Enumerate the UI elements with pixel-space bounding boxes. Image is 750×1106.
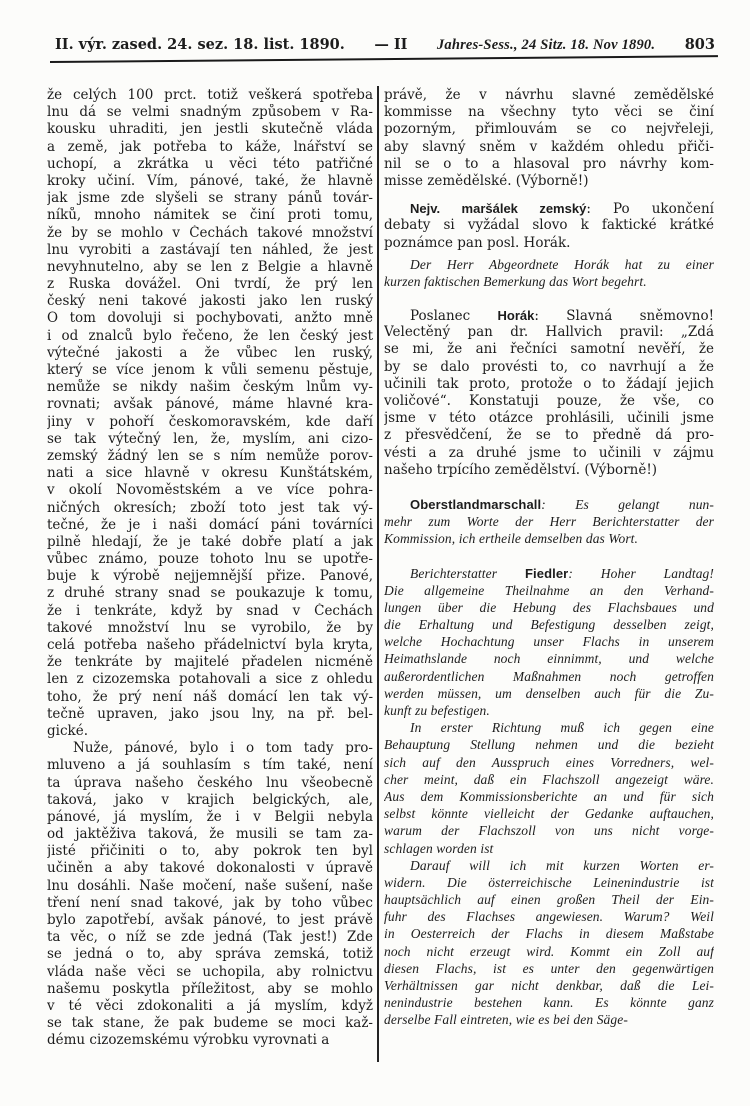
text-line: widern. Die österreichische Leinenindustrie ist <box>384 874 714 890</box>
text-line: nenindustrie bestehen kann. Es könnte ganz <box>384 995 714 1011</box>
speaker-name: Nejv. maršálek zemský <box>410 201 587 217</box>
paragraph <box>384 719 714 857</box>
text-line: kroky učiní. Vím, pánové, také, že hlavně <box>47 172 373 189</box>
text-line: a země, jak potřeba to káže, lnářství se <box>47 138 373 155</box>
paragraph <box>384 256 714 290</box>
text-line: taková, jako v krajich belgických, ale, <box>47 791 373 808</box>
text-line: kurzen faktischen Bemerkung das Wort begehrt. <box>384 273 647 289</box>
text-line: že tenkráte by majitelé přadelen nicméně <box>47 654 373 671</box>
text-line: že by se mohlo v Čechách takové množství <box>47 224 373 241</box>
text-line: lnu dosáhli. Naše močení, naše sušení, naše <box>47 877 373 894</box>
speaker-name: Fiedler <box>524 565 569 581</box>
text-line: Nuže, pánové, bylo i o tom tady pro- <box>73 740 373 757</box>
text-segment: : Hoher Landtag! <box>568 565 714 581</box>
text-line: lnu vyrobiti a zastávají ten náhled, že jest <box>47 241 373 258</box>
text-line: rovnati; avšak pánové, máme hlavné kra- <box>47 396 373 413</box>
text-line: bylo zapotřebí, avšak pánové, to jest právě <box>47 912 373 928</box>
text-line: učinili tak proto, protože o to žádají jejich <box>384 375 714 392</box>
text-line: uchopí, a zkrátka u věci této patřičné <box>47 155 373 172</box>
text-line: z Ruska dovážel. Oni tvrdí, že prý len <box>47 276 373 293</box>
text-line: se tak stane, že pak budeme se moci kaž- <box>47 1015 373 1032</box>
text-line: z přesvědčení, že se to předně dá pro- <box>384 427 714 444</box>
text-line: sich auf den Ausspruch eines Vorredners, wel- <box>384 754 714 770</box>
text-line: misse zemědělské. (Výborně!) <box>384 172 589 189</box>
text-line: aby slavný sněm v každém ohledu přiči- <box>384 138 714 155</box>
text-line: noch nicht erzeugt wird. Kommt ein Zoll auf <box>384 943 714 959</box>
text-line: Aus dem Kommissionsberichte an und für sich <box>384 788 714 804</box>
text-line: jiny v pohoří českomoravském, kde daří <box>47 413 373 430</box>
text-line: ničných okresích; zboží toto jest tak vý- <box>47 499 373 516</box>
text-line: lungen über die Hebung des Flachsbaues und <box>384 599 714 615</box>
text-line: tečné, že je i naši domácí páni továrníci <box>47 516 373 533</box>
right-text-column <box>384 87 714 1029</box>
text-line: nevyhnutelno, aby se len z Belgie a hlavně <box>47 258 373 275</box>
paragraph <box>384 307 714 479</box>
text-line: jsme v této otázce prohlásili, učinili jsme <box>384 410 714 427</box>
text-line: gické. <box>47 722 88 739</box>
text-line: který se více jenom k vůli semenu pěstuje, <box>47 362 373 378</box>
text-line: učiněn a aby takové dokonalosti v úpravě <box>47 860 373 877</box>
text-line: Darauf will ich mit kurzen Worten er- <box>410 857 714 873</box>
text-line: diesen Flachs, ist es unter den gegenwärtigen <box>384 960 714 976</box>
text-line: výtečné jakosti a že vůbec len ruský, <box>47 344 373 361</box>
text-segment: : Slavná sněmovno! <box>534 308 714 325</box>
text-line <box>384 200 714 217</box>
paragraph <box>47 740 373 1049</box>
text-line: v okolí Novoměstském a ve více pohra- <box>47 482 373 499</box>
text-line: kommisse na všechny tyto věci se činí <box>384 104 714 121</box>
text-line: našeho trpícího zemědělství. (Výborně!) <box>384 461 658 478</box>
text-line <box>384 307 714 324</box>
text-line: vůbec známo, pouze tohoto lnu se upotře- <box>47 551 373 568</box>
text-line: voličové“. Konstatuji pouze, že vše, co <box>384 393 714 409</box>
text-line: i od znalců bylo řečeno, že len český jest <box>47 327 373 344</box>
text-line: se tak výtečný len, že, myslím, ani cizo- <box>47 430 373 447</box>
text-line: ta úprava našeho českého lnu všeobecně <box>47 774 373 791</box>
text-line: od jaktěživa taková, že musili se tam za- <box>47 826 373 843</box>
text-line: ta věc, o níž se zde jedná (Tak jest!) Zde <box>47 929 373 946</box>
text-line: hauptsächlich auf einen großen Theil der Ein- <box>384 892 714 908</box>
text-line: nati a sice hlavně v okresu Kunštátském, <box>47 465 373 482</box>
text-line: Verhältnissen gar nicht denkbar, daß die Lei- <box>384 978 714 993</box>
text-line: mluveno a já souhlasím s tím také, není <box>47 757 373 774</box>
text-line: lnu dá se velmi snadným způsobem v Ra- <box>47 104 373 121</box>
text-line: toho, že prý není náš domácí len tak vý- <box>47 688 373 705</box>
text-line: pilně hledají, že je také dobře platí a jak <box>47 533 373 550</box>
header-german-session: Jahres-Sess., 24 Sitz. 18. Nov 1890. <box>436 37 656 53</box>
text-segment: : Po ukončení <box>586 201 714 218</box>
text-line: vésti a za druhé jsme to učinili v zájmu <box>384 444 714 461</box>
text-line: níků, mnoho námitek se činí proti tomu, <box>47 207 373 224</box>
text-line: len z cizozemska potahovali a sice z ohledu <box>47 671 373 688</box>
header-separator: — II <box>374 36 408 53</box>
text-segment: Poslanec <box>410 308 498 325</box>
paragraph <box>47 87 373 740</box>
page-number: 803 <box>684 36 715 53</box>
speaker-name: Horák <box>497 308 535 324</box>
text-line: dému cizozemskému výrobku vyrovnati a <box>47 1032 330 1049</box>
text-line: warum der Flachszoll von uns nicht vorge- <box>384 823 714 839</box>
text-line: die Erhaltung und Befestigung desselben zeigt, <box>384 617 714 633</box>
paragraph <box>384 87 714 190</box>
text-line: nil se o to a hlasoval pro návrhy kom- <box>384 155 714 172</box>
text-line: Heimathslande noch einnimmt, und welche <box>384 651 714 667</box>
text-line: vláda naše věci se uchopila, aby rolnictvu <box>47 963 373 980</box>
paragraph <box>384 857 714 1029</box>
page-header <box>55 36 715 54</box>
text-line: selbst könnte vielleicht der Gedanke auftauchen, <box>384 806 714 822</box>
text-line: právě, že v návrhu slavné zemědělské <box>384 87 714 103</box>
text-line: Behauptung Stellung nehmen und die bezieht <box>384 737 714 753</box>
text-line: že i tenkráte, když by snad v Čechách <box>47 602 373 619</box>
text-line: nemůže se nikdy našim českým lnům vy- <box>47 379 373 396</box>
text-line: außerordentlichen Maßnahmen noch getroffen <box>384 668 714 684</box>
text-line: se mi, že ani řečníci samotní nevěří, že <box>384 341 714 358</box>
text-line: in Oesterreich der Flachs in diesem Maßstabe <box>384 926 714 942</box>
text-line: kunft zu befestigen. <box>384 703 490 718</box>
text-line: pánové, já myslím, že i v Belgii nebyla <box>47 808 373 825</box>
text-line: celá potřeba našeho přádelnictví byla kryta, <box>47 637 373 653</box>
text-line: Der Herr Abgeordnete Horák hat zu einer <box>410 256 714 272</box>
paragraph <box>384 496 714 548</box>
column-divider <box>377 86 379 1062</box>
text-line: buje k výrobě nejjemnější přize. Panové, <box>47 568 373 585</box>
header-czech-session: II. výr. zased. 24. sez. 18. list. 1890. <box>55 36 345 53</box>
text-line: pozorným, přimlouvám se co nejvřeleji, <box>384 121 714 138</box>
text-line: schlagen worden ist <box>384 840 494 856</box>
text-line: z druhé strany snad se poukazuje k tomu, <box>47 585 373 602</box>
text-line: by se dalo provésti to, co navrhují a že <box>384 358 714 375</box>
text-line: poznámce pan posl. Horák. <box>384 234 571 251</box>
text-line: In erster Richtung muß ich gegen eine <box>410 720 714 736</box>
text-line: jak jsme zde slyšeli se strany pánů továr- <box>47 190 373 207</box>
text-line: tření není snad takové, jak by toho vůbec <box>47 894 373 911</box>
text-line: debaty si vyžádal slovo k faktické krátké <box>384 217 714 234</box>
text-line: welche Hochachtung unser Flachs in unserem <box>384 634 714 650</box>
text-line <box>384 565 714 582</box>
text-line: cher meint, daß ein Flachszoll angezeigt wäre. <box>384 771 714 787</box>
text-line: jisté přičiniti o to, aby pokrok ten byl <box>47 843 373 860</box>
text-line: zemský žádný len se s ním nemůže porov- <box>47 447 373 464</box>
text-line: kousku uhraditi, jen jestli skutečně vláda <box>47 121 373 138</box>
text-line: derselbe Fall eintreten, wie es bei den Säge- <box>384 1012 628 1028</box>
text-segment: : Es gelangt nun- <box>541 496 714 512</box>
text-line: český neni takové jakosti jako len ruský <box>47 293 373 310</box>
paragraph <box>384 200 714 252</box>
text-line: Velectěný pan dr. Hallvich pravil: „Zdá <box>384 324 714 341</box>
left-text-column <box>47 87 373 1050</box>
text-line: fuhr des Flachses angewiesen. Warum? Weil <box>384 909 714 925</box>
text-line: Kommission, ich ertheile demselben das Wort. <box>384 531 639 547</box>
text-segment: Berichterstatter <box>410 565 525 581</box>
text-line: mehr zum Worte der Herr Berichterstatter der <box>384 514 714 530</box>
text-line: v té věci zdokonaliti a já myslím, když <box>47 997 373 1014</box>
text-line: Die allgemeine Theilnahme an den Verhand- <box>384 582 714 598</box>
header-rule <box>50 55 718 63</box>
speaker-name: Oberstlandmarschall <box>410 496 542 512</box>
text-line: že celých 100 prct. totiž veškerá spotřeba <box>47 87 373 103</box>
text-line <box>384 496 714 513</box>
text-line: tečně upraven, jako jsou lny, na př. bel- <box>47 705 373 722</box>
text-line: našemu poskytla příležitost, aby se mohlo <box>47 980 373 997</box>
text-line: werden müssen, um denselben auch für die Zu- <box>384 685 714 701</box>
paragraph <box>384 565 714 720</box>
text-line: se jedná o to, aby správa zemská, totiž <box>47 946 373 963</box>
text-line: O tom dovoluji si pochybovati, anžto mně <box>47 310 373 327</box>
text-line: takové množství lnu se vyrobilo, že by <box>47 619 373 636</box>
